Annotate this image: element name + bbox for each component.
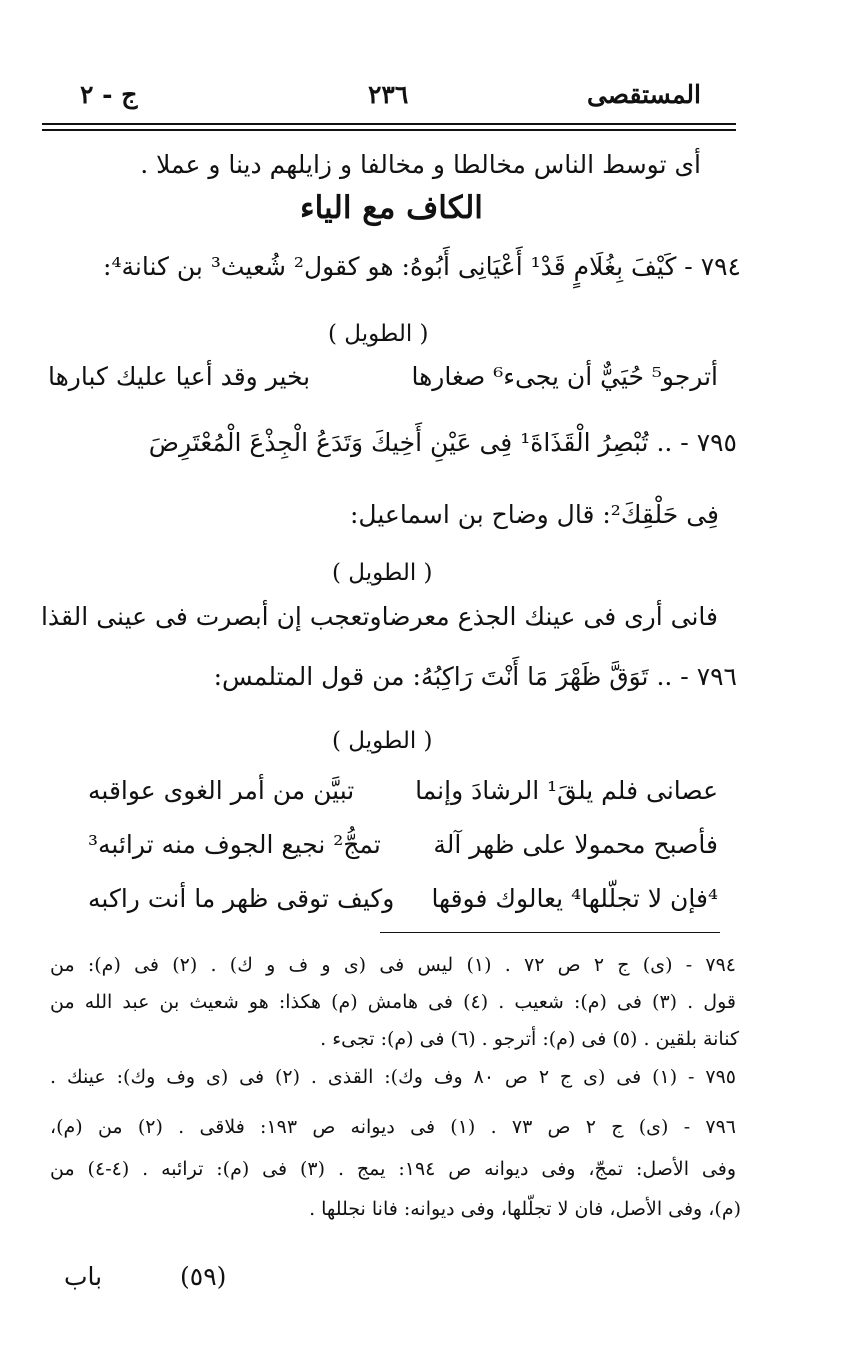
footnote-796-continued: (م)، وفى الأصل، فان لا تجلّلها، وفى ديوانه: فانا نجللها . bbox=[309, 1198, 741, 1220]
proverb-795-continued: فِى حَلْقِكَ²: قال وضاح بن اسماعيل: bbox=[350, 500, 719, 529]
header-rule-bottom bbox=[42, 129, 736, 131]
footnote-796-continued: وفى الأصل: تمجّ، وفى ديوانه ص ١٩٤: يمج . (٣) فى (م): ترائبه . (٤-٤) من bbox=[50, 1158, 737, 1180]
verse-first-hemistich: ⁴فإن لا تجلّلها⁴ يعالوك فوقها bbox=[431, 884, 718, 913]
verse-line bbox=[88, 884, 718, 913]
verse-line bbox=[88, 776, 718, 805]
volume-label: ج - ٢ bbox=[80, 80, 138, 109]
catchword: باب bbox=[64, 1262, 103, 1291]
footnote-794: ٧٩٤ - (ى) ج ٢ ص ٧٢ . (١) ليس فى (ى و ف و ك) . (٢) فى (م): من bbox=[50, 954, 736, 976]
footnote-796: ٧٩٦ - (ى) ج ٢ ص ٧٣ . (١) فى ديوانه ص ١٩٣: فلاقى . (٢) من (م)، bbox=[50, 1116, 737, 1138]
meter-label: ( الطويل ) bbox=[328, 321, 429, 347]
verse-second-hemistich: بخير وقد أعيا عليك كبارها bbox=[48, 362, 311, 391]
verse-second-hemistich: وكيف توقى ظهر ما أنت راكبه bbox=[88, 884, 395, 913]
signature-mark: (٥٩) bbox=[180, 1262, 227, 1291]
verse-line bbox=[40, 602, 718, 631]
footnote-794-continued: قول . (٣) فى (م): شعيب . (٤) فى هامش (م) هكذا: هو شعيث بن عبد الله من bbox=[50, 991, 737, 1013]
page-number: ٢٣٦ bbox=[368, 80, 409, 109]
verse-second-hemistich: تبيَّن من أمر الغوى عواقبه bbox=[88, 776, 355, 805]
verse-second-hemistich: تمجُّ² نجيع الجوف منه ترائبه³ bbox=[88, 830, 381, 859]
header-rule-top bbox=[42, 123, 736, 125]
footnote-separator bbox=[380, 932, 720, 933]
proverb-794: ٧٩٤ - كَيْفَ بِغُلَامٍ قَدْ¹ أَعْيَانِى أَبُوهُ: هو كقول² شُعيث³ بن كنانة⁴: bbox=[103, 252, 741, 281]
verse-second-hemistich: وتعجب إن أبصرت فى عينى القذا bbox=[40, 602, 382, 631]
section-title: الكاف مع الياء bbox=[300, 190, 483, 226]
verse-line bbox=[48, 362, 718, 391]
footnote-794-continued: كنانة بلقين . (٥) فى (م): أترجو . (٦) فى (م): تجىء . bbox=[320, 1028, 739, 1050]
proverb-796: ٧٩٦ - .. تَوَقَّ ظَهْرَ مَا أَنْتَ رَاكِبُهُ: من قول المتلمس: bbox=[213, 662, 737, 691]
meter-label: ( الطويل ) bbox=[332, 728, 433, 754]
verse-first-hemistich: عصانى فلم يلقَ¹ الرشادَ وإنما bbox=[415, 776, 718, 805]
verse-first-hemistich: فانى أرى فى عينك الجذع معرضا bbox=[381, 602, 718, 631]
verse-line bbox=[88, 830, 718, 859]
footnote-795: ٧٩٥ - (١) فى (ى ج ٢ ص ٨٠ وف وك): القذى . (٢) فى (ى وف وك): عينك . bbox=[50, 1066, 736, 1088]
book-title: المستقصى bbox=[586, 80, 701, 109]
meter-label: ( الطويل ) bbox=[332, 560, 433, 586]
verse-first-hemistich: أترجو⁵ حُيَيٌّ أن يجىء⁶ صغارها bbox=[411, 362, 718, 391]
intro-line: أى توسط الناس مخالطا و مخالفا و زايلهم دينا و عملا . bbox=[140, 150, 701, 179]
proverb-795: ٧٩٥ - .. تُبْصِرُ الْقَذَاةَ¹ فِى عَيْنِ أَخِيكَ وَتَدَعُ الْجِذْعَ الْمُعْتَرِضَ bbox=[148, 428, 737, 457]
verse-first-hemistich: فأصبح محمولا على ظهر آلة bbox=[433, 830, 718, 859]
